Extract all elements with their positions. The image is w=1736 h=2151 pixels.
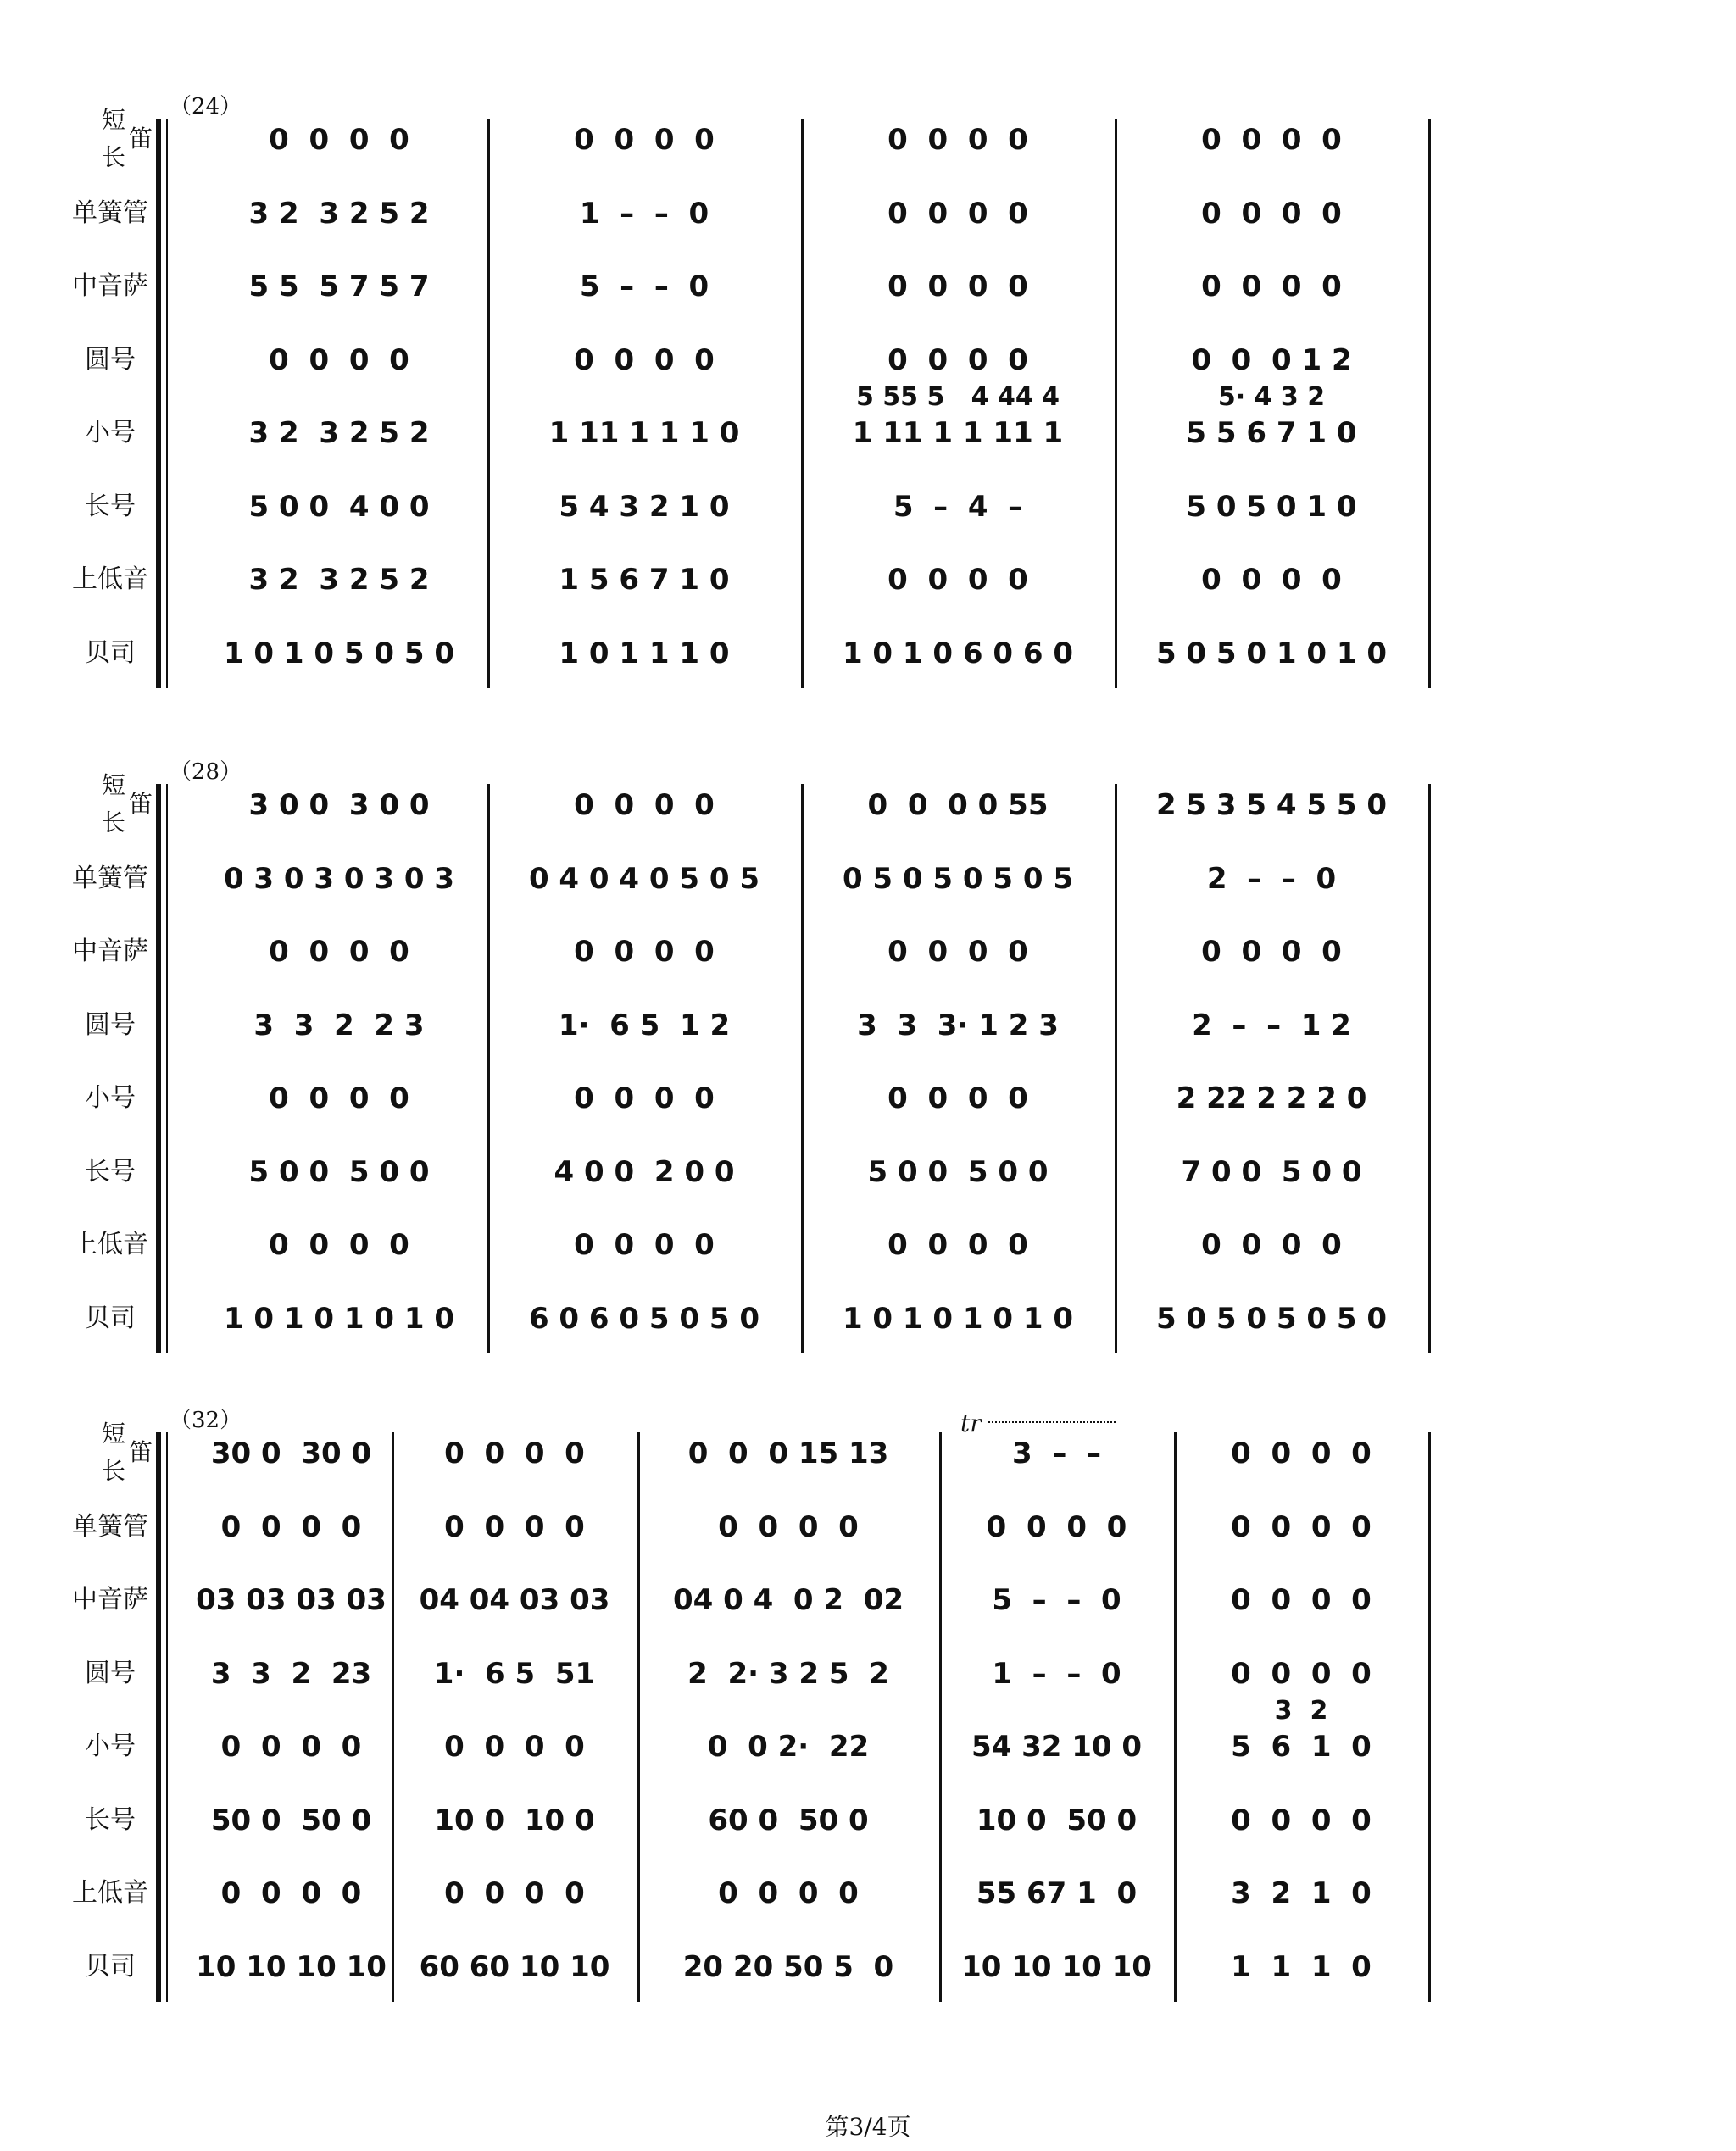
clarinet-measure-1: 0 0 0 0 [220,1509,362,1544]
baritone-measure-1: 0 0 0 0 [269,1228,409,1262]
flute-measure-4: 0 0 0 0 [1201,123,1342,157]
baritone-label: 上低音 [72,564,148,594]
barline [487,784,490,1353]
trumpet-measure-4: 54 32 10 0 [971,1730,1143,1764]
horn-measure-2: 1· 6 5 51 [433,1656,596,1691]
trombone-measure-2: 10 0 10 0 [434,1803,595,1837]
trombone-label: 长号 [85,1804,136,1835]
clarinet-measure-2: 1 – – 0 [579,196,709,231]
clarinet-measure-1: 3 2 3 2 5 2 [248,196,430,231]
trombone-measure-4: 10 0 50 0 [976,1803,1138,1837]
clarinet-measure-4: 0 0 0 0 [1201,196,1342,231]
bass-measure-3: 1 0 1 0 1 0 1 0 [842,1301,1074,1336]
horn-label: 圆号 [85,344,136,375]
alto-sax-measure-1: 0 0 0 0 [269,935,409,969]
trombone-measure-1: 50 0 50 0 [210,1803,372,1837]
trombone-measure-4: 5 0 5 0 1 0 [1186,489,1357,524]
horn-measure-5: 0 0 0 0 [1231,1656,1372,1691]
baritone-measure-3: 0 0 0 0 [887,1228,1028,1262]
page-footer: 第3/4页 [825,2113,911,2141]
horn-measure-3: 0 0 0 0 [887,342,1028,377]
bass-measure-2: 60 60 10 10 [419,1949,610,1984]
measure-number: （28） [170,759,242,785]
barline [1115,119,1117,688]
flute-measure-1: 0 0 0 0 [269,123,409,157]
trumpet-label: 小号 [85,1083,136,1113]
horn-measure-2: 1· 6 5 1 2 [558,1008,731,1042]
baritone-label: 上低音 [72,1878,148,1908]
trumpet-measure-2: 0 0 0 0 [574,1081,715,1115]
baritone-measure-1: 0 0 0 0 [220,1876,362,1910]
barline [1428,1432,1431,2002]
bass-label: 贝司 [85,637,136,668]
trill-mark: tr [960,1409,982,1437]
bass-measure-1: 1 0 1 0 5 0 5 0 [223,636,455,670]
trumpet-upper-voice-measure-5: 3 2 [1274,1696,1328,1726]
measure-number: （24） [170,94,242,119]
alto-sax-label: 中音萨 [72,937,148,966]
bass-measure-4: 10 10 10 10 [961,1949,1152,1984]
trombone-measure-1: 5 0 0 4 0 0 [248,489,430,524]
barline [1174,1432,1177,2002]
horn-measure-1: 3 3 2 23 [210,1656,372,1691]
horn-measure-4: 2 – – 1 2 [1192,1008,1351,1042]
clarinet-measure-3: 0 0 0 0 [718,1509,859,1544]
alto-sax-measure-2: 0 0 0 0 [574,935,715,969]
alto-sax-measure-3: 04 0 4 0 2 02 [672,1583,904,1617]
alto-sax-measure-1: 5 5 5 7 5 7 [248,270,430,303]
trombone-measure-5: 0 0 0 0 [1231,1803,1372,1837]
baritone-measure-2: 1 5 6 7 1 0 [559,563,730,597]
bass-measure-3: 20 20 50 5 0 [682,1949,894,1984]
flute-measure-3: 0 0 0 0 [887,123,1028,157]
flute-measure-4: 3 – – [1011,1437,1102,1470]
flute-label-bottom: 长 [102,143,126,171]
bass-measure-5: 1 1 1 0 [1231,1949,1372,1984]
baritone-measure-5: 3 2 1 0 [1231,1876,1372,1910]
trumpet-label: 小号 [85,418,136,447]
clarinet-measure-4: 2 – – 0 [1206,861,1337,896]
horn-measure-1: 0 0 0 0 [269,342,409,377]
flute-label-bottom: 长 [102,809,126,836]
horn-label: 圆号 [85,1009,136,1040]
baritone-measure-4: 55 67 1 0 [976,1876,1138,1910]
clarinet-measure-3: 0 0 0 0 [887,196,1028,231]
horn-measure-1: 3 3 2 2 3 [253,1008,425,1042]
barline [1428,119,1431,688]
alto-sax-measure-2: 04 04 03 03 [419,1583,610,1617]
trumpet-measure-5: 5 6 1 0 [1231,1730,1372,1764]
clarinet-measure-4: 0 0 0 0 [986,1509,1127,1544]
flute-measure-4: 2 5 3 5 4 5 5 0 [1155,788,1388,822]
horn-measure-3: 3 3 3· 1 2 3 [857,1008,1059,1042]
clarinet-measure-1: 0 3 0 3 0 3 0 3 [223,861,455,896]
bass-label: 贝司 [85,1951,136,1981]
flute-measure-3: 0 0 0 0 55 [867,788,1049,822]
trill-wavy-line [988,1421,1116,1426]
baritone-measure-3: 0 0 0 0 [718,1876,859,1910]
clarinet-label: 单簧管 [72,863,148,893]
trumpet-measure-2: 1 11 1 1 1 0 [548,416,740,450]
clarinet-measure-5: 0 0 0 0 [1231,1509,1372,1544]
trombone-measure-3: 5 0 0 5 0 0 [867,1154,1049,1189]
flute-measure-3: 0 0 0 15 13 [687,1437,889,1470]
flute-label-right: 笛 [129,1438,153,1466]
bass-measure-2: 1 0 1 1 1 0 [559,636,730,670]
baritone-measure-2: 0 0 0 0 [444,1876,585,1910]
trumpet-upper-voice-measure-3: 5 55 5 4 44 4 [855,382,1060,412]
bass-measure-1: 1 0 1 0 1 0 1 0 [223,1301,455,1336]
measure-number: （32） [170,1408,242,1433]
horn-measure-2: 0 0 0 0 [574,342,715,377]
trumpet-measure-4: 2 22 2 2 2 0 [1176,1081,1367,1115]
alto-sax-measure-1: 03 03 03 03 [196,1583,387,1617]
flute-measure-1: 3 0 0 3 0 0 [248,788,430,822]
trombone-measure-4: 7 0 0 5 0 0 [1181,1154,1362,1189]
flute-measure-2: 0 0 0 0 [444,1437,585,1470]
flute-measure-5: 0 0 0 0 [1231,1437,1372,1470]
trumpet-measure-1: 0 0 0 0 [220,1730,362,1764]
trumpet-measure-3: 0 0 2· 22 [707,1730,870,1764]
flute-measure-2: 0 0 0 0 [574,123,715,157]
flute-label-top: 短 [102,1420,126,1448]
trumpet-measure-2: 0 0 0 0 [444,1730,585,1764]
alto-sax-measure-2: 5 – – 0 [579,270,709,303]
baritone-measure-4: 0 0 0 0 [1201,1228,1342,1262]
trumpet-measure-1: 0 0 0 0 [269,1081,409,1115]
bass-measure-1: 10 10 10 10 [196,1949,387,1984]
trumpet-measure-3: 0 0 0 0 [887,1081,1028,1115]
bass-measure-2: 6 0 6 0 5 0 5 0 [528,1301,760,1336]
barline [637,1432,640,2002]
alto-sax-measure-4: 5 – – 0 [992,1583,1121,1617]
horn-measure-3: 2 2· 3 2 5 2 [687,1656,889,1691]
flute-label-right: 笛 [129,125,153,153]
trumpet-measure-3: 1 11 1 1 11 1 [852,416,1064,450]
flute-label-bottom: 长 [102,1457,126,1485]
bass-label: 贝司 [85,1303,136,1333]
barline [801,119,804,688]
trombone-label: 长号 [85,491,136,521]
flute-label-right: 笛 [129,790,153,818]
alto-sax-measure-4: 0 0 0 0 [1201,270,1342,303]
bass-measure-4: 5 0 5 0 1 0 1 0 [1155,636,1388,670]
trombone-measure-2: 4 0 0 2 0 0 [554,1154,735,1189]
alto-sax-measure-5: 0 0 0 0 [1231,1583,1372,1617]
barline [487,119,490,688]
barline [801,784,804,1353]
alto-sax-label: 中音萨 [72,271,148,301]
barline [392,1432,394,2002]
clarinet-measure-2: 0 4 0 4 0 5 0 5 [528,861,760,896]
barline [939,1432,942,2002]
horn-label: 圆号 [85,1658,136,1688]
baritone-measure-2: 0 0 0 0 [574,1228,715,1262]
baritone-label: 上低音 [72,1230,148,1259]
clarinet-measure-3: 0 5 0 5 0 5 0 5 [842,861,1074,896]
bass-measure-4: 5 0 5 0 5 0 5 0 [1155,1301,1388,1336]
baritone-measure-4: 0 0 0 0 [1201,563,1342,597]
trumpet-upper-voice-measure-4: 5· 4 3 2 [1217,382,1326,412]
flute-label-top: 短 [102,106,126,134]
alto-sax-measure-4: 0 0 0 0 [1201,935,1342,969]
flute-label-top: 短 [102,771,126,799]
trombone-measure-3: 60 0 50 0 [708,1803,869,1837]
bass-measure-3: 1 0 1 0 6 0 6 0 [842,636,1074,670]
trombone-measure-1: 5 0 0 5 0 0 [248,1154,430,1189]
trombone-label: 长号 [85,1156,136,1187]
clarinet-label: 单簧管 [72,1511,148,1542]
flute-measure-1: 30 0 30 0 [210,1437,372,1470]
trombone-measure-3: 5 – 4 – [893,489,1023,524]
barline [1115,784,1117,1353]
horn-measure-4: 0 0 0 1 2 [1191,342,1352,377]
alto-sax-measure-3: 0 0 0 0 [887,935,1028,969]
baritone-measure-3: 0 0 0 0 [887,563,1028,597]
clarinet-measure-2: 0 0 0 0 [444,1509,585,1544]
trumpet-label: 小号 [85,1731,136,1761]
flute-measure-2: 0 0 0 0 [574,788,715,822]
alto-sax-measure-3: 0 0 0 0 [887,270,1028,303]
trombone-measure-2: 5 4 3 2 1 0 [559,489,730,524]
clarinet-label: 单簧管 [72,197,148,228]
horn-measure-4: 1 – – 0 [992,1656,1121,1691]
trumpet-measure-1: 3 2 3 2 5 2 [248,416,430,450]
trumpet-measure-4: 5 5 6 7 1 0 [1186,416,1357,450]
barline [1428,784,1431,1353]
alto-sax-label: 中音萨 [72,1585,148,1615]
baritone-measure-1: 3 2 3 2 5 2 [248,563,430,597]
